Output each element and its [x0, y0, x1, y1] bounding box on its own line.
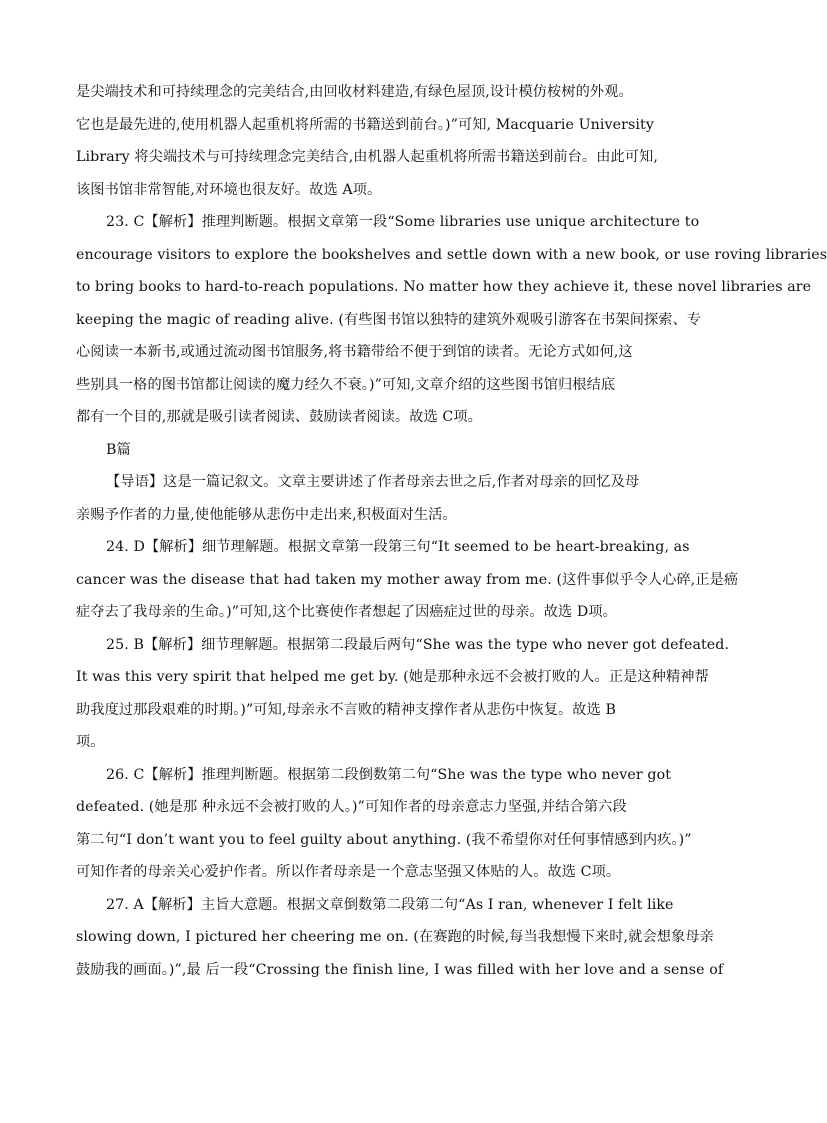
text-line: 心阅读一本新书,或通过流动图书馆服务,将书籍带给不便于到馆的读者。无论方式如何,这 — [76, 344, 633, 360]
text-line: keeping the magic of reading alive. (有些图书馆以独特的建筑外观吸引游客在书架间探索、专 — [76, 311, 702, 328]
answer-explanation-text — [76, 76, 827, 986]
text-line: 亲赐予作者的力量,使他能够从悲伤中走出来,积极面对生活。 — [76, 506, 457, 523]
text-line: 第二句“I don’t want you to feel guilty about anything. (我不希望你对任何事情感到内疚。)” — [76, 831, 692, 848]
text-line: 26. C【解析】推理判断题。根据第二段倒数第二句“She was the type who never got — [106, 766, 672, 783]
text-line: slowing down, I pictured her cheering me on. (在赛跑的时候,每当我想慢下来时,就会想象母亲 — [76, 929, 714, 945]
text-line: 24. D【解析】细节理解题。根据文章第一段第三句“It seemed to be heart-breaking, as — [106, 539, 690, 555]
text-line: 它也是最先进的,使用机器人起重机将所需的书籍送到前台。)”可知, Macquarie University — [76, 116, 654, 133]
text-line: encourage visitors to explore the bookshelves and settle down with a new book, or use roving libraries — [76, 246, 827, 263]
text-line: 都有一个目的,那就是吸引读者阅读、鼓励读者阅读。故选 C项。 — [76, 409, 482, 425]
text-line: 症夺去了我母亲的生命。)”可知,这个比赛使作者想起了因癌症过世的母亲。故选 D项。 — [76, 604, 617, 620]
text-line: cancer was the disease that had taken my mother away from me. (这件事似乎令人心碎,正是癌 — [76, 571, 739, 588]
text-line: 可知作者的母亲关心爱护作者。所以作者母亲是一个意志坚强又体贴的人。故选 C项。 — [76, 864, 621, 880]
text-line: 【导语】这是一篇记叙文。文章主要讲述了作者母亲去世之后,作者对母亲的回忆及母 — [106, 474, 640, 490]
text-line: It was this very spirit that helped me get by. (她是那种永远不会被打败的人。正是这种精神帮 — [76, 669, 709, 685]
text-line: 助我度过那段艰难的时期。)”可知,母亲永不言败的精神支撑作者从悲伤中恢复。故选 B — [76, 701, 616, 718]
text-line: Library 将尖端技术与可持续理念完美结合,由机器人起重机将所需书籍送到前台。由此可知, — [76, 149, 658, 165]
text-line: to bring books to hard-to-reach populations. No matter how they achieve it, these novel libraries are — [76, 279, 812, 295]
text-line: 项。 — [76, 734, 105, 750]
text-line: 25. B【解析】细节理解题。根据第二段最后两句“She was the type who never got defeated. — [106, 636, 730, 653]
text-line: B篇 — [106, 441, 131, 458]
text-line: 23. C【解析】推理判断题。根据文章第一段“Some libraries use unique architecture to — [106, 214, 700, 230]
text-line: 是尖端技术和可持续理念的完美结合,由回收材料建造,有绿色屋顶,设计模仿桉树的外观。 — [76, 84, 633, 100]
text-line: defeated. (她是那 种永远不会被打败的人。)”可知作者的母亲意志力坚强,并结合第六段 — [76, 799, 627, 815]
text-line: 27. A【解析】主旨大意题。根据文章倒数第二段第二句“As I ran, whenever I felt like — [106, 896, 674, 913]
text-line: 些别具一格的图书馆都让阅读的魔力经久不衰。)”可知,文章介绍的这些图书馆归根结底 — [76, 376, 616, 393]
text-line: 该图书馆非常智能,对环境也很友好。故选 A项。 — [76, 181, 382, 198]
text-line: 鼓励我的画面。)”,最 后一段“Crossing the finish line, I was filled with her love and a sense of — [76, 961, 724, 978]
